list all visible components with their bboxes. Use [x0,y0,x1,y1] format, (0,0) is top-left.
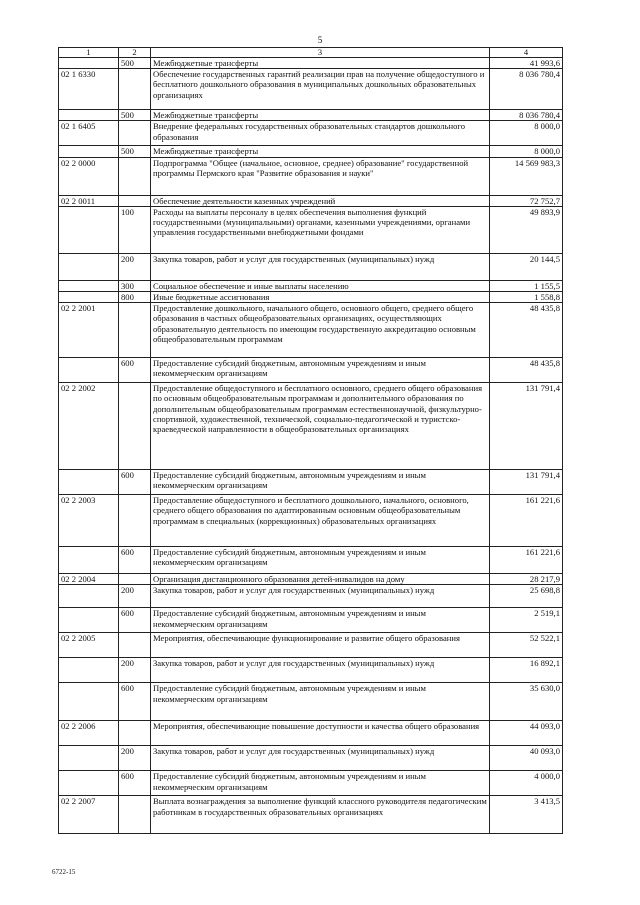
table-row [59,383,563,470]
row-description-cell: Организация дистанционного образования детей-инвалидов на дому [151,574,490,585]
row-type-cell: 600 [119,608,151,633]
row-description-cell: Иные бюджетные ассигнования [151,292,490,303]
row-type-cell [119,633,151,658]
row-description-cell: Предоставление субсидий бюджетным, автономным учреждениям и иным некоммерческим организациям [151,547,490,574]
row-description-cell: Предоставление общедоступного и бесплатного дошкольного, начального, основного, среднего общего образования по адаптированным основным общеобразовательным программам в специальных (коррекционных) образовательных организациях [151,495,490,547]
row-code-cell [59,547,119,574]
row-type-cell [119,195,151,206]
table-row [59,280,563,291]
row-type-cell [119,383,151,470]
row-description-cell: Межбюджетные трансферты [151,58,490,69]
row-code-cell: 02 2 2007 [59,796,119,834]
table-header-row [59,48,563,58]
table-row [59,771,563,796]
table-row [59,658,563,683]
row-description-cell: Выплата вознаграждения за выполнение функций классного руководителя педагогическим работникам в государственных образовательных организациях [151,796,490,834]
row-amount-cell: 72 752,7 [490,195,563,206]
table-row [59,157,563,195]
table-row [59,470,563,495]
row-code-cell: 02 2 2003 [59,495,119,547]
table-row [59,253,563,280]
row-description-cell: Предоставление общедоступного и бесплатного основного, среднего общего образования по основным общеобразовательным программам и дополнительного образования по дополнительным общеобразовательным программам естественнонаучной, физкультурно-спортивной, художественной, технической, социально-педагогической и туристско-краеведческой направленности в общеобразовательных организациях [151,383,490,470]
row-code-cell: 02 1 6405 [59,121,119,146]
row-description-cell: Мероприятия, обеспечивающие функционирование и развитие общего образования [151,633,490,658]
table-row [59,69,563,110]
row-code-cell: 02 2 2002 [59,383,119,470]
row-code-cell [59,771,119,796]
row-amount-cell: 131 791,4 [490,383,563,470]
row-code-cell: 02 2 2001 [59,303,119,358]
row-code-cell [59,358,119,383]
header-col-4: 4 [490,48,563,58]
row-type-cell: 600 [119,771,151,796]
row-amount-cell: 1 558,8 [490,292,563,303]
table-row [59,495,563,547]
row-type-cell [119,796,151,834]
row-code-cell [59,292,119,303]
table-row [59,303,563,358]
row-description-cell: Внедрение федеральных государственных образовательных стандартов дошкольного образования [151,121,490,146]
table-row [59,721,563,746]
table-row [59,585,563,608]
row-description-cell: Предоставление субсидий бюджетным, автономным учреждениям и иным некоммерческим организациям [151,470,490,495]
table-row [59,292,563,303]
row-description-cell: Обеспечение государственных гарантий реализации прав на получение общедоступного и бесплатного дошкольного образования в муниципальных дошкольных образовательных организациях [151,69,490,110]
header-col-1: 1 [59,48,119,58]
row-type-cell [119,721,151,746]
row-amount-cell: 8 036 780,4 [490,110,563,121]
row-amount-cell: 161 221,6 [490,495,563,547]
row-code-cell: 02 2 2005 [59,633,119,658]
row-code-cell [59,658,119,683]
table-row [59,547,563,574]
row-type-cell: 600 [119,683,151,721]
budget-table [58,47,563,834]
row-type-cell: 800 [119,292,151,303]
row-code-cell [59,470,119,495]
row-description-cell: Предоставление субсидий бюджетным, автономным учреждениям и иным некоммерческим организациям [151,683,490,721]
row-type-cell: 600 [119,358,151,383]
row-amount-cell: 131 791,4 [490,470,563,495]
row-amount-cell: 48 435,8 [490,358,563,383]
row-amount-cell: 16 892,1 [490,658,563,683]
row-description-cell: Подпрограмма "Общее (начальное, основное, среднее) образование" государственной программы Пермского края "Развитие образования и науки" [151,157,490,195]
table-row [59,608,563,633]
row-amount-cell: 28 217,9 [490,574,563,585]
row-amount-cell: 41 993,6 [490,58,563,69]
row-amount-cell: 48 435,8 [490,303,563,358]
row-description-cell: Межбюджетные трансферты [151,110,490,121]
row-description-cell: Обеспечение деятельности казенных учреждений [151,195,490,206]
table-row [59,683,563,721]
row-type-cell: 500 [119,110,151,121]
row-description-cell: Расходы на выплаты персоналу в целях обеспечения выполнения функций государственными (муниципальными) органами, казенными учреждениями, органами управления государственными внебюджетными фондами [151,206,490,253]
row-description-cell: Закупка товаров, работ и услуг для государственных (муниципальных) нужд [151,658,490,683]
row-code-cell [59,110,119,121]
row-type-cell [119,495,151,547]
row-type-cell [119,157,151,195]
row-code-cell: 02 2 0011 [59,195,119,206]
row-amount-cell: 4 000,0 [490,771,563,796]
row-amount-cell: 49 893,9 [490,206,563,253]
row-description-cell: Закупка товаров, работ и услуг для государственных (муниципальных) нужд [151,746,490,771]
page-number: 5 [317,35,323,45]
row-type-cell [119,121,151,146]
table-row [59,574,563,585]
row-amount-cell: 20 144,5 [490,253,563,280]
row-code-cell: 02 2 2006 [59,721,119,746]
row-description-cell: Предоставление субсидий бюджетным, автономным учреждениям и иным некоммерческим организациям [151,358,490,383]
row-code-cell [59,58,119,69]
row-code-cell [59,206,119,253]
row-description-cell: Межбюджетные трансферты [151,146,490,157]
table-row [59,358,563,383]
row-amount-cell: 3 413,5 [490,796,563,834]
row-amount-cell: 1 155,5 [490,280,563,291]
row-amount-cell: 8 000,0 [490,146,563,157]
row-code-cell [59,146,119,157]
table-row [59,195,563,206]
row-description-cell: Предоставление субсидий бюджетным, автономным учреждениям и иным некоммерческим организациям [151,608,490,633]
row-code-cell [59,585,119,608]
row-description-cell: Закупка товаров, работ и услуг для государственных (муниципальных) нужд [151,253,490,280]
row-type-cell: 500 [119,146,151,157]
row-code-cell: 02 2 2004 [59,574,119,585]
table-row [59,121,563,146]
table-row [59,206,563,253]
row-type-cell: 100 [119,206,151,253]
row-type-cell: 200 [119,746,151,771]
header-col-3: 3 [151,48,490,58]
row-amount-cell: 52 522,1 [490,633,563,658]
row-description-cell: Социальное обеспечение и иные выплаты населению [151,280,490,291]
row-code-cell [59,280,119,291]
row-type-cell: 500 [119,58,151,69]
row-description-cell: Мероприятия, обеспечивающие повышение доступности и качества общего образования [151,721,490,746]
row-type-cell: 600 [119,470,151,495]
table-row [59,746,563,771]
table-row [59,58,563,69]
row-description-cell: Предоставление субсидий бюджетным, автономным учреждениям и иным некоммерческим организациям [151,771,490,796]
row-code-cell [59,683,119,721]
header-col-2: 2 [119,48,151,58]
row-type-cell: 200 [119,658,151,683]
row-code-cell [59,608,119,633]
row-amount-cell: 35 630,0 [490,683,563,721]
table-row [59,146,563,157]
row-amount-cell: 14 569 983,3 [490,157,563,195]
row-code-cell [59,746,119,771]
document-code: 6722-15 [52,868,76,876]
row-code-cell [59,253,119,280]
row-type-cell [119,69,151,110]
row-amount-cell: 2 519,1 [490,608,563,633]
row-amount-cell: 25 698,8 [490,585,563,608]
row-description-cell: Закупка товаров, работ и услуг для государственных (муниципальных) нужд [151,585,490,608]
row-amount-cell: 8 036 780,4 [490,69,563,110]
row-type-cell: 300 [119,280,151,291]
row-amount-cell: 44 093,0 [490,721,563,746]
table-row [59,633,563,658]
row-code-cell: 02 1 6330 [59,69,119,110]
row-type-cell [119,574,151,585]
row-type-cell: 600 [119,547,151,574]
row-amount-cell: 40 093,0 [490,746,563,771]
row-description-cell: Предоставление дошкольного, начального общего, основного общего, среднего общего образования в частных общеобразовательных организациях, осуществляющих образовательную деятельность по имеющим государственную аккредитацию основным общеобразовательным программам [151,303,490,358]
row-type-cell: 200 [119,253,151,280]
row-type-cell [119,303,151,358]
row-code-cell: 02 2 0000 [59,157,119,195]
row-amount-cell: 8 000,0 [490,121,563,146]
row-amount-cell: 161 221,6 [490,547,563,574]
table-row [59,796,563,834]
table-row [59,110,563,121]
row-type-cell: 200 [119,585,151,608]
